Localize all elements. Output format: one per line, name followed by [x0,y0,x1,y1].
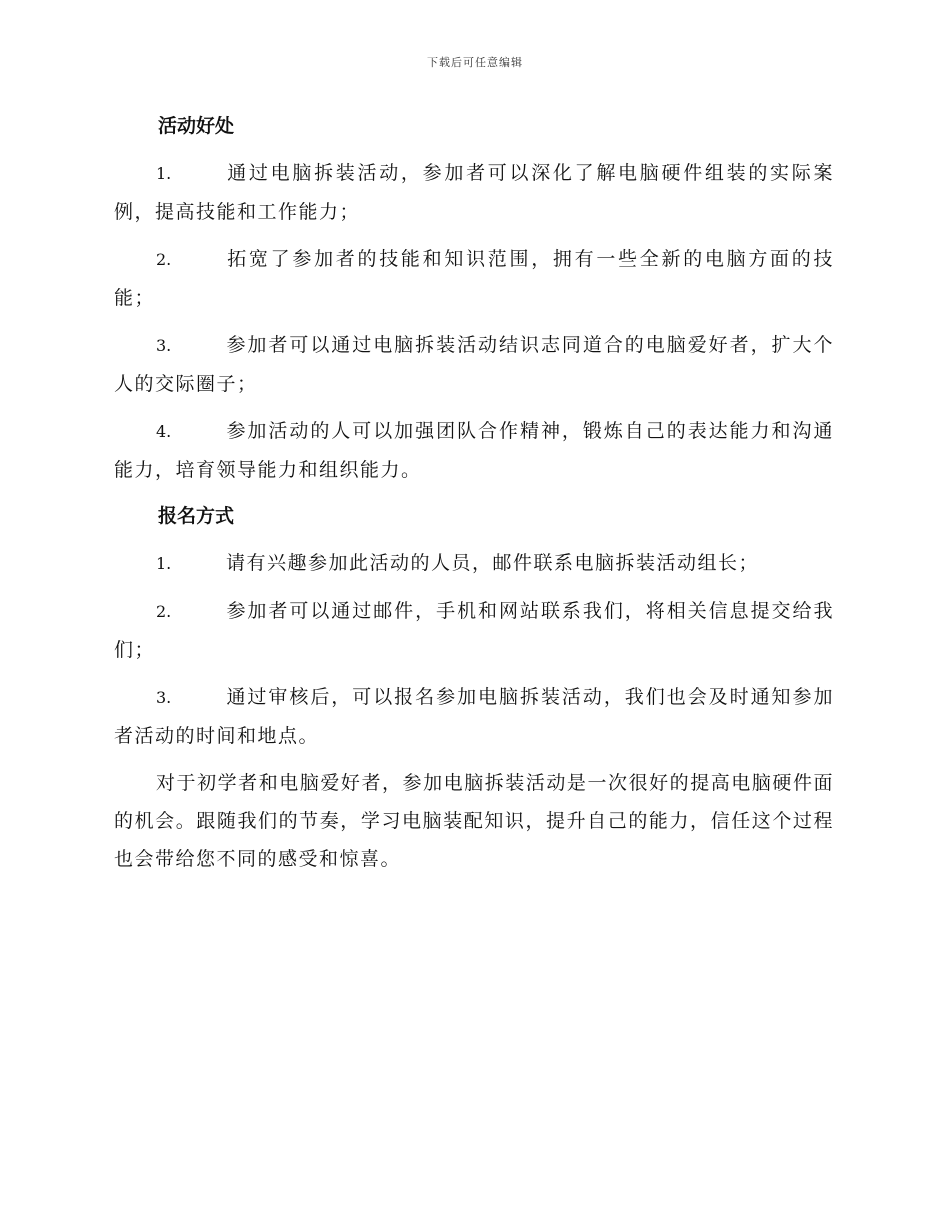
list-item [114,326,834,403]
list-item-number: 3. [156,336,172,355]
list-item-text: 参加活动的人可以加强团队合作精神，锻炼自己的表达能力和沟通能力，培育领导能力和组织能力。 [114,420,834,481]
list-item-text: 拓宽了参加者的技能和知识范围，拥有一些全新的电脑方面的技能； [114,248,834,309]
list-item [114,154,834,231]
list-item-text: 参加者可以通过电脑拆装活动结识志同道合的电脑爱好者，扩大个人的交际圈子； [114,334,834,395]
section-heading-benefits: 活动好处 [158,115,235,137]
list-item [114,678,834,755]
list-item-text: 请有兴趣参加此活动的人员，邮件联系电脑拆装活动组长； [226,552,760,574]
list-item-number: 1. [156,554,172,573]
list-item-number: 2. [156,250,172,269]
list-item [114,412,834,489]
closing-paragraph: 对于初学者和电脑爱好者，参加电脑拆装活动是一次很好的提高电脑硬件面的机会。跟随我们的节奏，学习电脑装配知识，提升自己的能力，信任这个过程也会带给您不同的感受和惊喜。 [114,772,834,870]
list-item-number: 1. [156,164,172,183]
document-body [114,108,834,878]
list-item-number: 2. [156,602,172,621]
list-item [114,544,834,583]
list-item-number: 4. [156,422,172,441]
list-item-text: 参加者可以通过邮件，手机和网站联系我们，将相关信息提交给我们； [114,600,834,661]
list-item-text: 通过审核后，可以报名参加电脑拆装活动，我们也会及时通知参加者活动的时间和地点。 [114,686,834,747]
section-benefits [114,108,834,489]
list-item-number: 3. [156,688,172,707]
section-heading-registration: 报名方式 [158,505,235,527]
list-item-text: 通过电脑拆装活动，参加者可以深化了解电脑硬件组装的实际案例，提高技能和工作能力； [114,162,834,223]
header-note: 下载后可任意编辑 [427,56,523,69]
list-item [114,592,834,669]
section-registration [114,498,834,755]
list-item [114,240,834,317]
